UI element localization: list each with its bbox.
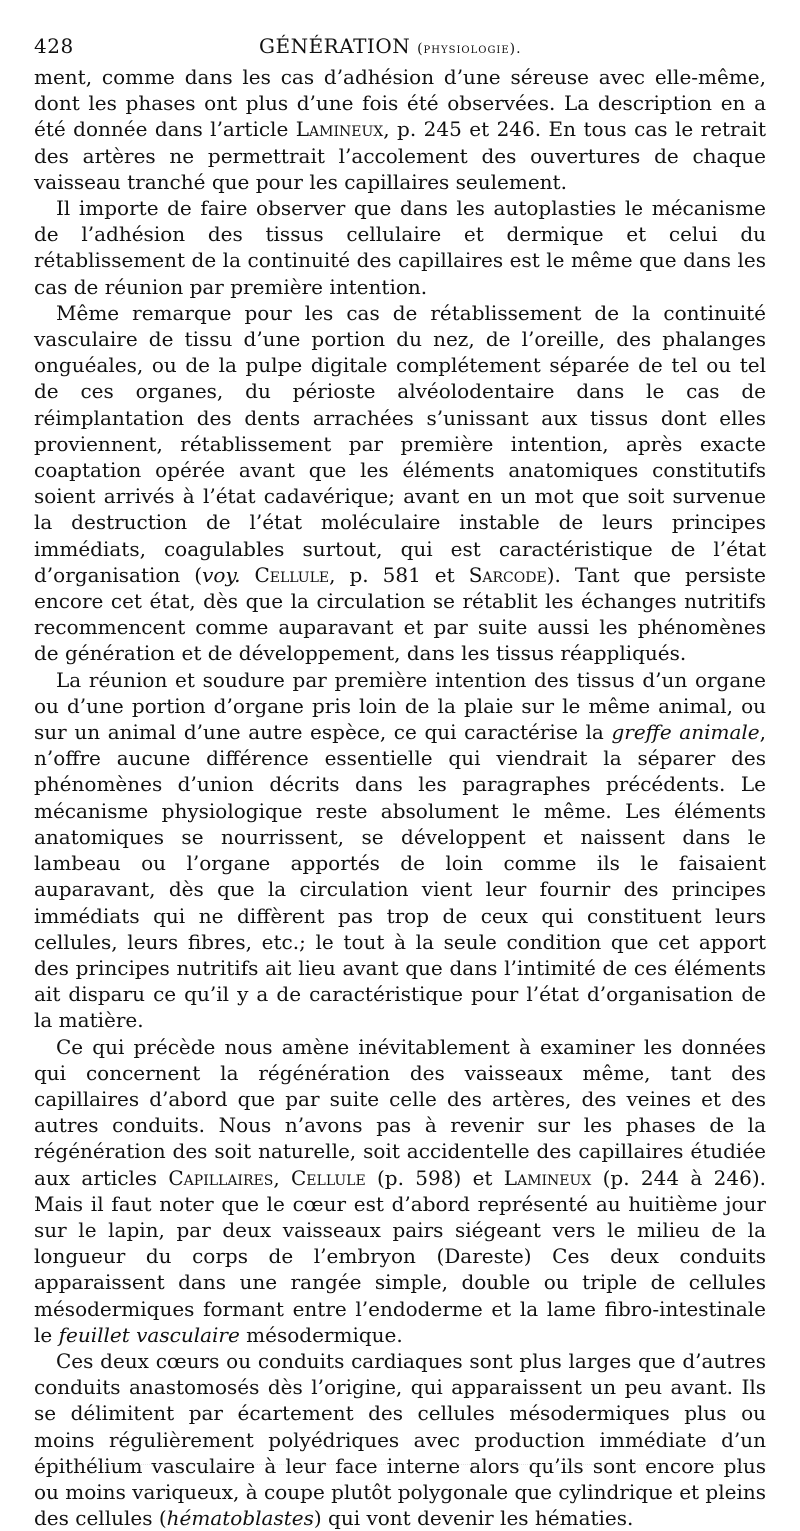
paragraph-1 xyxy=(34,64,766,195)
text-segment: feuillet vasculaire xyxy=(58,1322,240,1347)
text-segment: , p. 245 et 246. En tous cas le retrait des artères ne permettrait l’accolement des ouvertures de chaque vaisseau tranché que pour les capillaires seulement. xyxy=(34,117,766,194)
text-segment: ) qui vont devenir les hématies. xyxy=(313,1506,634,1531)
text-segment: Cellule xyxy=(254,562,330,587)
paragraph-4 xyxy=(34,667,766,1034)
text-segment: Ces deux cœurs ou conduits cardiaques sont plus larges que d’autres conduits anastomosés dès l’origine, qui apparaissent un peu avant. Ils se délimitent par écartement des cellules mésodermiques plus ou moins régulièrement polyédriques avec production immédiate d’un épithélium vasculaire à leur face interne alors qu’ils sont encore plus ou moins variqueux, à coupe plutôt polygonale que cylindrique et pleins des cellules ( xyxy=(34,1348,766,1531)
text-segment: Cellule xyxy=(291,1165,366,1190)
text-segment: ment, comme dans les cas d’adhésion d’une séreuse avec elle-même, dont les phases ont plus d’une fois été observées. La description en a été donnée dans l’article xyxy=(34,65,766,142)
document-page xyxy=(34,30,766,1531)
text-segment: Capillaires xyxy=(168,1165,274,1190)
page-header xyxy=(34,30,766,64)
paragraph-5 xyxy=(34,1034,766,1348)
text-segment: La réunion et soudure par première intention des tissus d’un organe ou d’une portion d’organe pris loin de la plaie sur le même animal, ou sur un animal d’une autre espèce, ce qui caractérise la xyxy=(34,667,766,745)
text-segment: , p. 581 et xyxy=(329,562,469,587)
text-segment: mésodermique. xyxy=(239,1322,403,1347)
text-segment: , xyxy=(273,1165,291,1190)
text-segment: Lamineux xyxy=(503,1165,592,1190)
text-segment: voy. xyxy=(202,562,241,587)
text-segment: greffe animale xyxy=(611,720,760,745)
page-number: 428 xyxy=(34,34,74,58)
text-segment: hématoblastes xyxy=(166,1506,314,1531)
text-segment: (p. 244 à 246). Mais il faut noter que le cœur est d’abord représenté au huitième jour sur le lapin, par deux vaisseaux pairs siégeant vers le milieu de la longueur du corps de l’embryon (Dareste) Ces deux conduits apparaissent dans une rangée simple, double ou triple de cellules mésodermiques formant entre l’endoderme et la lame fibro-intestinale le xyxy=(34,1165,766,1347)
text-segment: Sarcode xyxy=(468,562,547,587)
text-segment: Il importe de faire observer que dans les autoplasties le mécanisme de l’adhésion des tissus cellulaire et dermique et celui du rétablissement de la continuité des capillaires est le même que dans les cas de réunion par première intention. xyxy=(34,196,766,299)
page-bottom-edge xyxy=(34,1464,766,1471)
running-title xyxy=(259,34,522,58)
text-segment: Ce qui précède nous amène inévitablement à examiner les données qui concernent la régénération des vaisseaux même, tant des capillaires d’abord que par suite celle des artères, des veines et des autres conduits. Nous n’avons pas à revenir sur les phases de la régénération des soit naturelle, soit accidentelle des capillaires étudiée aux articles xyxy=(34,1034,766,1190)
text-segment: , n’offre aucune différence essentielle qui viendrait la séparer des phénomènes d’union décrits dans les paragraphes précédents. Le mécanisme physiologique reste absolument le même. Les éléments anatomiques se nourrissent, se développent et naissent dans le lambeau ou l’organe apportés de loin comme ils le faisaient auparavant, dès que la circulation vient leur fournir des principes immédiats qui ne diffèrent pas trop de ceux qui constituent leurs cellules, leurs fibres, etc.; le tout à la seule condition que cet apport des principes nutritifs ait lieu avant que dans l’intimité de ces éléments ait disparu ce qu’il y a de caractéristique pour l’état d’organisation de la matière. xyxy=(34,720,766,1033)
paragraph-6 xyxy=(34,1348,766,1531)
body-text xyxy=(34,64,766,1531)
text-segment: (p. 598) et xyxy=(365,1165,504,1190)
running-title-sub: (physiologie). xyxy=(417,41,522,57)
text-segment xyxy=(240,563,254,587)
paragraph-2 xyxy=(34,195,766,300)
running-title-main: GÉNÉRATION xyxy=(259,34,411,58)
text-segment: ). Tant que persiste encore cet état, dès que la circulation se rétablit les échanges nutritifs recommencent comme auparavant et par suite aussi les phénomènes de génération et de développement, dans les tissus réappliqués. xyxy=(34,562,766,666)
text-segment: Même remarque pour les cas de rétablissement de la continuité vasculaire de tissu d’une portion du nez, de l’oreille, des phalanges onguéales, ou de la pulpe digitale complétement séparée de tel ou tel de ces organes, du périoste alvéolodentaire dans le cas de réimplantation des dents arrachées s’unissant aux tissus dont elles proviennent, rétablissement par première intention, après exacte coaptation opérée avant que les éléments anatomiques constitutifs soient arrivés à l’état cadavérique; avant en un mot que soit survenue la destruction de l’état moléculaire instable de leurs principes immédiats, coagulables surtout, qui est caractéristique de l’état d’organisation ( xyxy=(34,300,766,587)
paragraph-3 xyxy=(34,300,766,667)
text-segment: Lamineux xyxy=(295,117,384,142)
